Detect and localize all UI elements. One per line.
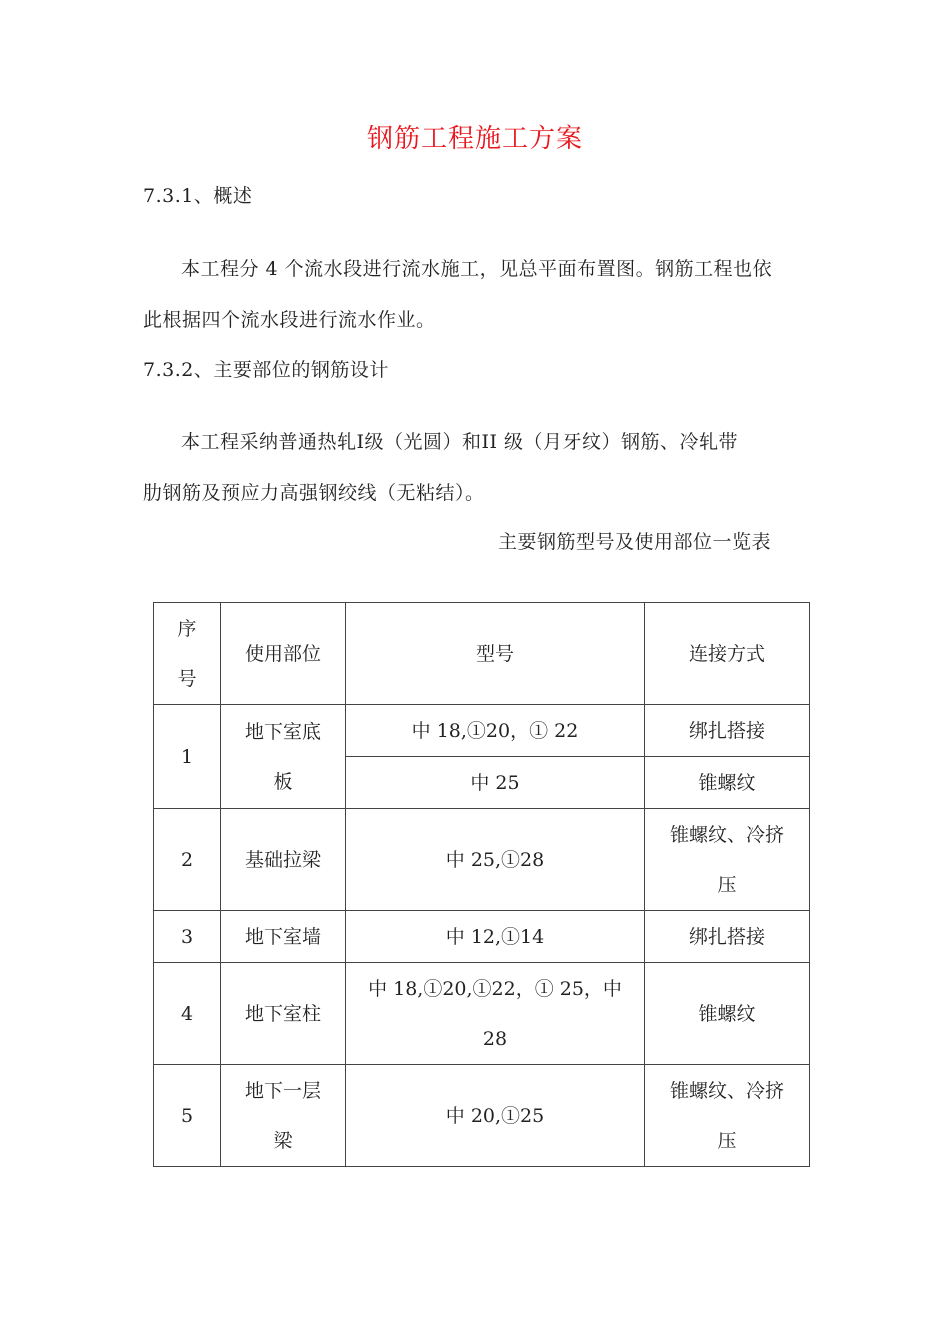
document-title: 钢筋工程施工方案 <box>366 124 583 154</box>
row-model: 中 20,①25 <box>346 1065 645 1167</box>
row-connection: 锥螺纹、冷挤 压 <box>645 809 810 911</box>
overview-paragraph-line-1: 本工程分 4 个流水段进行流水施工，见总平面布置图。钢筋工程也依 <box>181 258 773 280</box>
row-model: 中 18,①20，① 22 <box>346 705 645 757</box>
header-model: 型号 <box>346 603 645 705</box>
row-part: 基础拉梁 <box>221 809 346 911</box>
header-seq: 序 号 <box>154 603 221 705</box>
row-model: 中 12,①14 <box>346 911 645 963</box>
row-seq: 5 <box>154 1065 221 1167</box>
section-heading-overview: 7.3.1、概述 <box>143 185 253 207</box>
row-part: 地下室柱 <box>221 963 346 1065</box>
rebar-paragraph-line-2: 肋钢筋及预应力高强钢绞线（无粘结）。 <box>143 482 485 504</box>
row-connection: 锥螺纹 <box>645 963 810 1065</box>
table-row <box>154 963 810 1065</box>
row-part: 地下一层 梁 <box>221 1065 346 1167</box>
row-part: 地下室墙 <box>221 911 346 963</box>
row-model: 中 18,①20,①22，① 25，中 28 <box>346 963 645 1065</box>
row-connection: 绑扎搭接 <box>645 911 810 963</box>
row-seq: 2 <box>154 809 221 911</box>
row-seq: 1 <box>154 705 221 809</box>
table-row <box>154 705 810 757</box>
rebar-paragraph-line-1: 本工程采纳普通热轧Ⅰ级（光圆）和ⅠI 级（月牙纹）钢筋、冷轧带 <box>181 431 739 453</box>
rebar-spec-table <box>153 602 810 1167</box>
header-connection: 连接方式 <box>645 603 810 705</box>
table-row <box>154 911 810 963</box>
row-connection: 绑扎搭接 <box>645 705 810 757</box>
table-caption: 主要钢筋型号及使用部位一览表 <box>498 531 772 553</box>
table-row <box>154 809 810 911</box>
row-model: 中 25,①28 <box>346 809 645 911</box>
table-row <box>154 1065 810 1167</box>
overview-paragraph-line-2: 此根据四个流水段进行流水作业。 <box>143 309 436 331</box>
row-seq: 3 <box>154 911 221 963</box>
row-seq: 4 <box>154 963 221 1065</box>
table-header-row <box>154 603 810 705</box>
row-part: 地下室底 板 <box>221 705 346 809</box>
row-connection: 锥螺纹 <box>645 757 810 809</box>
row-connection: 锥螺纹、冷挤 压 <box>645 1065 810 1167</box>
row-model: 中 25 <box>346 757 645 809</box>
header-part: 使用部位 <box>221 603 346 705</box>
section-heading-rebar-design: 7.3.2、主要部位的钢筋设计 <box>143 359 389 381</box>
